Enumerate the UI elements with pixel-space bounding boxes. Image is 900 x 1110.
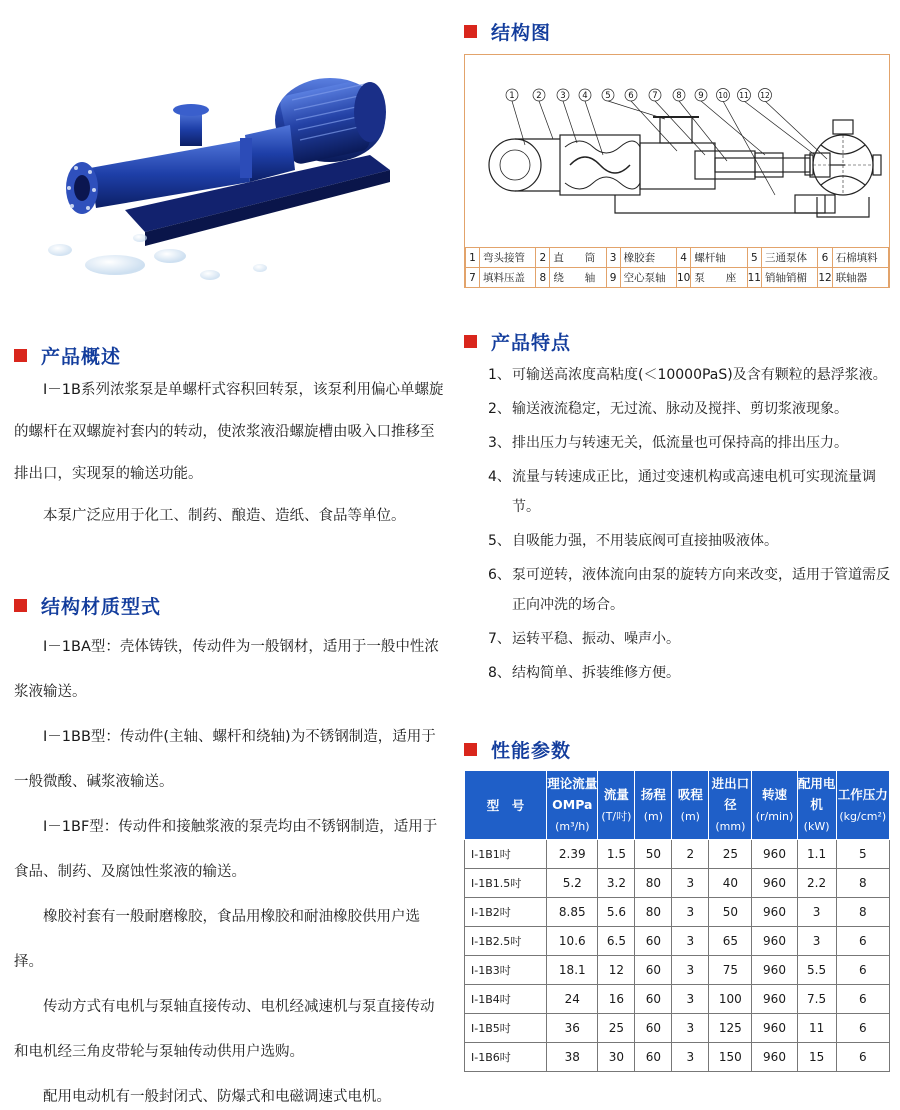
value-cell: 3: [672, 985, 709, 1014]
features-heading: [464, 328, 571, 355]
table-row: [465, 869, 890, 898]
value-cell: 3: [672, 956, 709, 985]
value-cell: 3: [672, 1014, 709, 1043]
value-cell: 80: [635, 898, 672, 927]
callout-2: 2: [536, 91, 542, 101]
callout-10: 10: [718, 91, 728, 100]
table-row: [465, 985, 890, 1014]
structure-heading: [464, 18, 551, 45]
pump-cross-section: [465, 55, 889, 247]
table-header-row: [465, 771, 890, 840]
table-row: [465, 1043, 890, 1072]
callout-6: 6: [628, 91, 634, 101]
feature-text: 运转平稳、振动、噪声小。: [512, 631, 680, 647]
materials-paragraph: Ⅰ－1BA型：壳体铸铁，传动件为一般钢材，适用于一般中性浓浆液输送。: [14, 639, 439, 700]
value-cell: 24: [547, 985, 598, 1014]
model-cell: Ⅰ-1B1吋: [465, 840, 547, 869]
callout-3: 3: [560, 91, 566, 101]
value-cell: 1.1: [797, 840, 836, 869]
model-cell: Ⅰ-1B2吋: [465, 898, 547, 927]
value-cell: 960: [752, 869, 797, 898]
value-cell: 960: [752, 956, 797, 985]
materials-heading: [14, 592, 161, 619]
part-number: 9: [606, 268, 620, 288]
callout-9: 9: [698, 91, 704, 101]
value-cell: 5.5: [797, 956, 836, 985]
red-square-icon: [464, 25, 477, 38]
feature-number: 4、: [488, 469, 511, 485]
table-row: [465, 956, 890, 985]
value-cell: 6: [836, 927, 889, 956]
callout-8: 8: [676, 91, 682, 101]
value-cell: 3: [672, 927, 709, 956]
column-header: 型 号: [465, 771, 547, 840]
value-cell: 6: [836, 1043, 889, 1072]
part-name: 石棉填料: [832, 248, 888, 268]
performance-heading: [464, 736, 571, 763]
value-cell: 30: [598, 1043, 635, 1072]
value-cell: 60: [635, 1014, 672, 1043]
value-cell: 960: [752, 927, 797, 956]
structure-title: 结构图: [491, 22, 552, 44]
performance-table-body: [465, 840, 890, 1072]
value-cell: 2.2: [797, 869, 836, 898]
part-number: 6: [818, 248, 832, 268]
value-cell: 125: [709, 1014, 752, 1043]
model-cell: Ⅰ-1B5吋: [465, 1014, 547, 1043]
callout-12: 12: [760, 91, 770, 100]
value-cell: 100: [709, 985, 752, 1014]
value-cell: 40: [709, 869, 752, 898]
column-header: 进出口径 (mm): [709, 771, 752, 840]
model-cell: Ⅰ-1B4吋: [465, 985, 547, 1014]
table-row: [466, 268, 889, 288]
model-cell: Ⅰ-1B3吋: [465, 956, 547, 985]
table-row: [466, 248, 889, 268]
table-row: [465, 1014, 890, 1043]
value-cell: 11: [797, 1014, 836, 1043]
feature-number: 6、: [488, 567, 511, 583]
value-cell: 12: [598, 956, 635, 985]
list-item: [488, 428, 893, 458]
callout-1: 1: [509, 91, 515, 101]
feature-text: 泵可逆转，液体流向由泵的旋转方向来改变，适用于管道需反正向冲洗的场合。: [512, 567, 890, 613]
column-header: 理论流量OMPa (m³/h): [547, 771, 598, 840]
part-number: 12: [818, 268, 832, 288]
value-cell: 5: [836, 840, 889, 869]
value-cell: 3: [672, 1043, 709, 1072]
value-cell: 960: [752, 840, 797, 869]
column-header: 吸程 (m): [672, 771, 709, 840]
part-number: 4: [676, 248, 690, 268]
column-header: 工作压力 (kg/cm²): [836, 771, 889, 840]
materials-paragraph: 配用电动机有一般封闭式、防爆式和电磁调速式电机。: [43, 1089, 391, 1105]
feature-number: 7、: [488, 631, 511, 647]
value-cell: 80: [635, 869, 672, 898]
value-cell: 25: [709, 840, 752, 869]
value-cell: 75: [709, 956, 752, 985]
part-name: 泵 座: [691, 268, 747, 288]
materials-paragraph: 传动方式有电机与泵轴直接传动、电机经减速机与泵直接传动和电机经三角皮带轮与泵轴传动供用户选购。: [14, 999, 435, 1060]
part-name: 销轴销楣: [762, 268, 818, 288]
value-cell: 60: [635, 956, 672, 985]
callout-11: 11: [739, 91, 749, 100]
overview-paragraph: Ⅰ－1B系列浓浆泵是单螺杆式容积回转泵，该泵利用偏心单螺旋的螺杆在双螺旋衬套内的转动，使浓浆液沿螺旋槽由吸入口推移至排出口，实现泵的输送功能。: [14, 382, 444, 482]
overview-text: [14, 369, 444, 537]
parts-table: [465, 247, 889, 288]
list-item: [488, 658, 893, 688]
column-header: 配用电机 (kW): [797, 771, 836, 840]
value-cell: 5.6: [598, 898, 635, 927]
pump-illustration: [30, 60, 420, 290]
value-cell: 36: [547, 1014, 598, 1043]
features-title: 产品特点: [491, 332, 572, 354]
value-cell: 3.2: [598, 869, 635, 898]
callout-4: 4: [582, 91, 588, 101]
value-cell: 3: [797, 898, 836, 927]
structure-diagram: [464, 54, 890, 288]
feature-text: 排出压力与转速无关，低流量也可保持高的排出压力。: [512, 435, 848, 451]
part-name: 橡胶套: [620, 248, 676, 268]
model-cell: Ⅰ-1B6吋: [465, 1043, 547, 1072]
value-cell: 6: [836, 1014, 889, 1043]
feature-text: 输送液流稳定，无过流、脉动及搅拌、剪切浆液现象。: [512, 401, 848, 417]
table-row: [465, 898, 890, 927]
callout-7: 7: [652, 91, 658, 101]
value-cell: 8.85: [547, 898, 598, 927]
part-name: 空心泵轴: [620, 268, 676, 288]
feature-text: 结构简单、拆装维修方便。: [512, 665, 680, 681]
table-row: [465, 927, 890, 956]
overview-paragraph: 本泵广泛应用于化工、制药、酿造、造纸、食品等单位。: [43, 508, 406, 524]
value-cell: 960: [752, 898, 797, 927]
feature-text: 流量与转速成正比，通过变速机构或高速电机可实现流量调节。: [512, 469, 876, 515]
value-cell: 8: [836, 869, 889, 898]
column-header: 流量 (T/吋): [598, 771, 635, 840]
pump-photo: [30, 60, 420, 290]
part-name: 联轴器: [832, 268, 888, 288]
list-item: [488, 462, 893, 522]
part-number: 10: [676, 268, 690, 288]
value-cell: 50: [635, 840, 672, 869]
red-square-icon: [464, 335, 477, 348]
value-cell: 16: [598, 985, 635, 1014]
overview-heading: [14, 342, 121, 369]
feature-number: 1、: [488, 367, 511, 383]
features-list: [488, 360, 893, 688]
value-cell: 2: [672, 840, 709, 869]
value-cell: 10.6: [547, 927, 598, 956]
value-cell: 60: [635, 927, 672, 956]
column-header: 转速 (r/min): [752, 771, 797, 840]
feature-number: 5、: [488, 533, 511, 549]
part-number: 5: [747, 248, 761, 268]
red-square-icon: [14, 599, 27, 612]
part-name: 弯头接管: [480, 248, 536, 268]
red-square-icon: [464, 743, 477, 756]
feature-text: 可输送高浓度高粘度(＜10000PaS)及含有颗粒的悬浮浆液。: [512, 367, 887, 383]
value-cell: 60: [635, 985, 672, 1014]
value-cell: 3: [672, 898, 709, 927]
value-cell: 1.5: [598, 840, 635, 869]
materials-paragraph: 橡胶衬套有一般耐磨橡胶，食品用橡胶和耐油橡胶供用户选择。: [14, 909, 420, 970]
value-cell: 7.5: [797, 985, 836, 1014]
performance-title: 性能参数: [491, 740, 572, 762]
value-cell: 38: [547, 1043, 598, 1072]
value-cell: 960: [752, 1014, 797, 1043]
part-name: 直 筒: [550, 248, 606, 268]
value-cell: 50: [709, 898, 752, 927]
part-number: 7: [466, 268, 480, 288]
list-item: [488, 360, 893, 390]
value-cell: 960: [752, 1043, 797, 1072]
materials-title: 结构材质型式: [41, 596, 162, 618]
overview-title: 产品概述: [41, 346, 122, 368]
callout-5: 5: [605, 91, 611, 101]
value-cell: 6: [836, 956, 889, 985]
part-number: 8: [536, 268, 550, 288]
value-cell: 2.39: [547, 840, 598, 869]
value-cell: 60: [635, 1043, 672, 1072]
part-number: 3: [606, 248, 620, 268]
materials-paragraph: Ⅰ－1BF型：传动件和接触浆液的泵壳均由不锈钢制造，适用于食品、制药、及腐蚀性浆液的输送。: [14, 819, 438, 880]
value-cell: 6: [836, 985, 889, 1014]
value-cell: 3: [672, 869, 709, 898]
part-number: 1: [466, 248, 480, 268]
list-item: [488, 560, 893, 620]
feature-number: 8、: [488, 665, 511, 681]
value-cell: 960: [752, 985, 797, 1014]
value-cell: 150: [709, 1043, 752, 1072]
list-item: [488, 394, 893, 424]
part-number: 11: [747, 268, 761, 288]
list-item: [488, 526, 893, 556]
feature-number: 3、: [488, 435, 511, 451]
performance-table: [464, 770, 890, 1072]
value-cell: 5.2: [547, 869, 598, 898]
value-cell: 18.1: [547, 956, 598, 985]
list-item: [488, 624, 893, 654]
model-cell: Ⅰ-1B1.5吋: [465, 869, 547, 898]
value-cell: 65: [709, 927, 752, 956]
column-header: 扬程 (m): [635, 771, 672, 840]
feature-text: 自吸能力强，不用装底阀可直接抽吸液体。: [512, 533, 778, 549]
model-cell: Ⅰ-1B2.5吋: [465, 927, 547, 956]
feature-number: 2、: [488, 401, 511, 417]
part-name: 填料压盖: [480, 268, 536, 288]
value-cell: 15: [797, 1043, 836, 1072]
part-name: 螺杆轴: [691, 248, 747, 268]
part-number: 2: [536, 248, 550, 268]
materials-paragraph: Ⅰ－1BB型：传动件(主轴、螺杆和绕轴)为不锈钢制造，适用于一般微酸、碱浆液输送。: [14, 729, 436, 790]
materials-text: [14, 625, 444, 1110]
part-name: 三通泵体: [762, 248, 818, 268]
part-name: 绕 轴: [550, 268, 606, 288]
table-row: [465, 840, 890, 869]
value-cell: 25: [598, 1014, 635, 1043]
value-cell: 6.5: [598, 927, 635, 956]
value-cell: 8: [836, 898, 889, 927]
red-square-icon: [14, 349, 27, 362]
value-cell: 3: [797, 927, 836, 956]
